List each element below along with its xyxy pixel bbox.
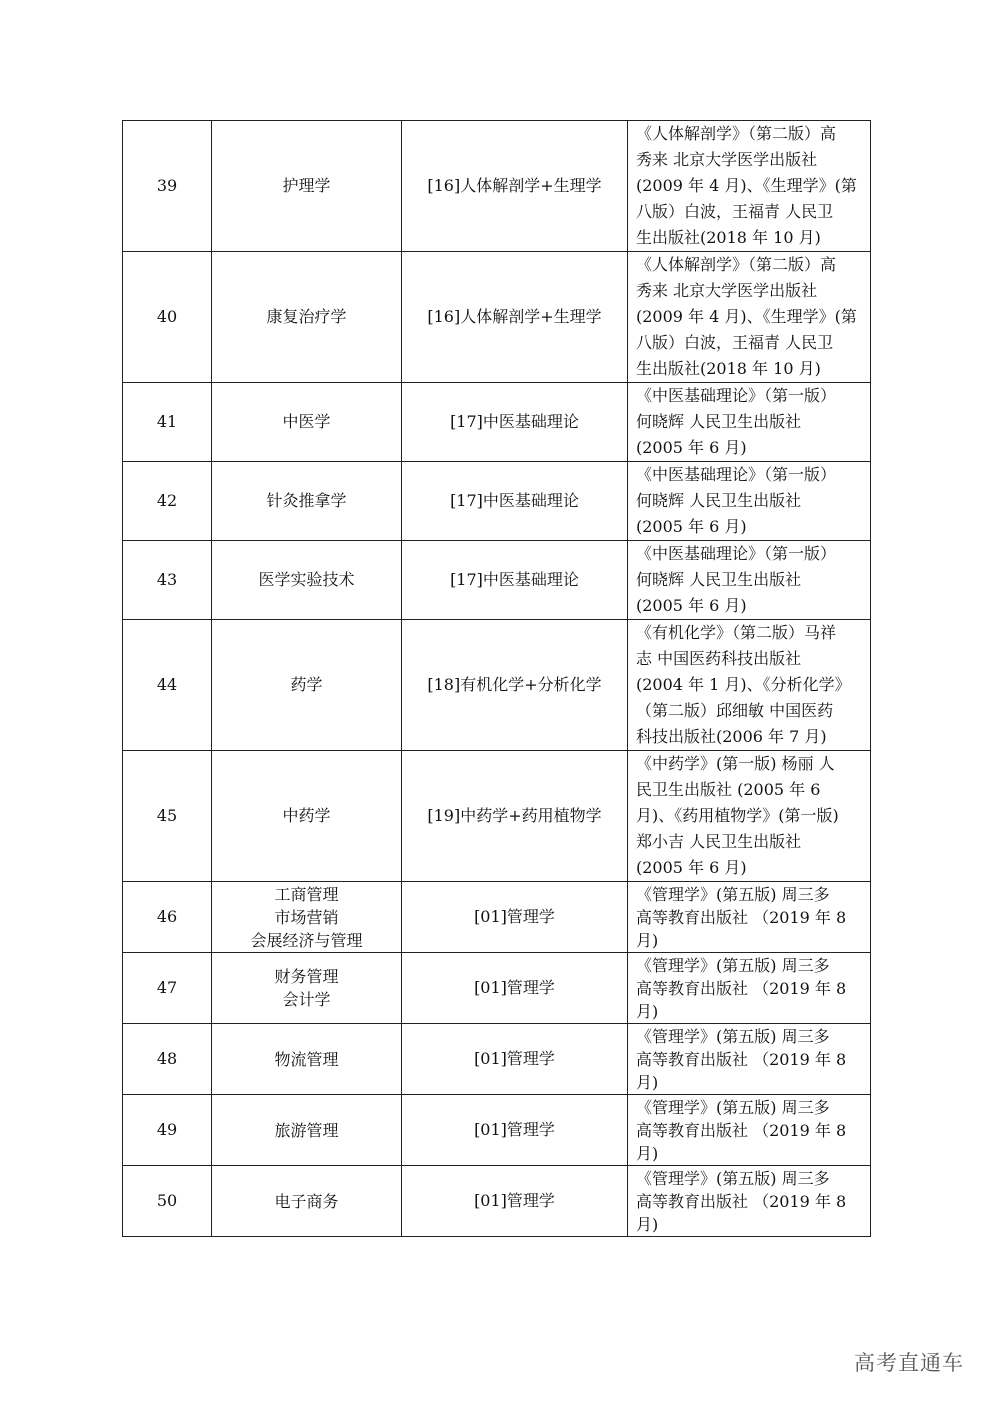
row-number: 45 (123, 751, 212, 882)
exam-subject: [01]管理学 (402, 882, 628, 953)
major-cell (212, 953, 402, 1024)
exam-subject: [01]管理学 (402, 1024, 628, 1095)
reference-book-line: 八版）白波，王福青 人民卫 (636, 333, 834, 352)
reference-book-line: 秀来 北京大学医学出版社 (636, 150, 818, 169)
row-number: 40 (123, 252, 212, 383)
reference-book-line: 月) (636, 1001, 659, 1021)
reference-book-line: 《中医基础理论》（第一版） (636, 544, 837, 563)
reference-books (628, 1095, 871, 1166)
major-cell (212, 882, 402, 953)
reference-book-line: (2005 年 6 月) (636, 438, 747, 457)
reference-book-line: (2004 年 1 月)、《分析化学》 (636, 675, 851, 694)
reference-books (628, 1024, 871, 1095)
reference-book-line: 《有机化学》（第二版）马祥 (636, 623, 837, 642)
row-number: 39 (123, 121, 212, 252)
exam-reference-table (122, 120, 871, 1237)
table-row (123, 252, 871, 383)
exam-subject: [18]有机化学+分析化学 (402, 620, 628, 751)
major-name: 护理学 (282, 176, 331, 195)
row-number: 43 (123, 541, 212, 620)
reference-book-line: 《管理学》(第五版) 周三多 (636, 1168, 830, 1188)
reference-book-line: 《管理学》(第五版) 周三多 (636, 1097, 830, 1117)
reference-book-line: 月) (636, 930, 659, 950)
reference-book-line: （第二版）邱细敏 中国医药 (636, 701, 834, 720)
major-name: 电子商务 (274, 1191, 339, 1211)
reference-book-line: 何晓辉 人民卫生出版社 (636, 570, 802, 589)
reference-book-line: 科技出版社(2006 年 7 月) (636, 727, 827, 746)
exam-subject: [01]管理学 (402, 1166, 628, 1237)
row-number: 50 (123, 1166, 212, 1237)
reference-book-line: (2005 年 6 月) (636, 517, 747, 536)
major-cell (212, 1024, 402, 1095)
reference-book-line: 高等教育出版社 （2019 年 8 (636, 1049, 847, 1069)
reference-books (628, 383, 871, 462)
major-name: 针灸推拿学 (266, 491, 347, 510)
row-number: 46 (123, 882, 212, 953)
major-name: 旅游管理 (274, 1120, 339, 1140)
reference-books (628, 882, 871, 953)
major-name: 财务管理 (274, 967, 339, 986)
row-number: 42 (123, 462, 212, 541)
major-name: 医学实验技术 (258, 570, 355, 589)
major-cell (212, 1095, 402, 1166)
major-name: 物流管理 (274, 1049, 339, 1069)
reference-book-line: 《管理学》(第五版) 周三多 (636, 1026, 830, 1046)
reference-book-line: 生出版社(2018 年 10 月) (636, 228, 821, 247)
table-row (123, 462, 871, 541)
reference-book-line: 《人体解剖学》（第二版）高 (636, 124, 837, 143)
major-name: 市场营销 (274, 907, 339, 927)
major-cell (212, 1166, 402, 1237)
major-cell (212, 462, 402, 541)
major-name: 会计学 (282, 990, 331, 1009)
reference-book-line: (2009 年 4 月)、《生理学》(第 (636, 176, 857, 195)
reference-books (628, 1166, 871, 1237)
table-row (123, 1166, 871, 1237)
reference-book-line: 《管理学》(第五版) 周三多 (636, 955, 830, 975)
reference-books (628, 252, 871, 383)
reference-book-line: 月) (636, 1072, 659, 1092)
exam-subject: [01]管理学 (402, 1095, 628, 1166)
table-row (123, 1024, 871, 1095)
reference-book-line: 月) (636, 1143, 659, 1163)
reference-book-line: 何晓辉 人民卫生出版社 (636, 412, 802, 431)
watermark-text: 高考直通车 (854, 1351, 964, 1375)
reference-books (628, 462, 871, 541)
reference-book-line: 高等教育出版社 （2019 年 8 (636, 1191, 847, 1211)
major-name: 中药学 (282, 806, 331, 825)
reference-books (628, 751, 871, 882)
reference-book-line: 《中医基础理论》（第一版） (636, 386, 837, 405)
table-row (123, 121, 871, 252)
row-number: 44 (123, 620, 212, 751)
table-row (123, 882, 871, 953)
major-name: 工商管理 (274, 884, 339, 904)
exam-subject: [17]中医基础理论 (402, 541, 628, 620)
exam-subject: [17]中医基础理论 (402, 383, 628, 462)
reference-book-line: (2005 年 6 月) (636, 858, 747, 877)
major-name: 中医学 (282, 412, 331, 431)
major-name: 药学 (290, 675, 323, 694)
reference-book-line: 郑小吉 人民卫生出版社 (636, 832, 802, 851)
row-number: 47 (123, 953, 212, 1024)
table-row (123, 541, 871, 620)
major-cell (212, 751, 402, 882)
exam-subject: [17]中医基础理论 (402, 462, 628, 541)
reference-book-line: 生出版社(2018 年 10 月) (636, 359, 821, 378)
reference-books (628, 121, 871, 252)
row-number: 48 (123, 1024, 212, 1095)
reference-books (628, 953, 871, 1024)
reference-book-line: (2005 年 6 月) (636, 596, 747, 615)
reference-books (628, 541, 871, 620)
reference-book-line: 月)、《药用植物学》(第一版) (636, 806, 839, 825)
table-row (123, 953, 871, 1024)
table-row (123, 751, 871, 882)
exam-subject: [01]管理学 (402, 953, 628, 1024)
major-name: 会展经济与管理 (250, 930, 363, 950)
reference-book-line: (2009 年 4 月)、《生理学》(第 (636, 307, 857, 326)
reference-book-line: 《中药学》(第一版) 杨丽 人 (636, 754, 835, 773)
table-body (123, 121, 871, 1237)
reference-book-line: 何晓辉 人民卫生出版社 (636, 491, 802, 510)
reference-book-line: 志 中国医药科技出版社 (636, 649, 802, 668)
reference-book-line: 月) (636, 1214, 659, 1234)
row-number: 49 (123, 1095, 212, 1166)
major-cell (212, 252, 402, 383)
table-row (123, 620, 871, 751)
reference-book-line: 秀来 北京大学医学出版社 (636, 281, 818, 300)
major-cell (212, 121, 402, 252)
major-cell (212, 541, 402, 620)
reference-book-line: 八版）白波，王福青 人民卫 (636, 202, 834, 221)
reference-book-line: 《管理学》(第五版) 周三多 (636, 884, 830, 904)
reference-book-line: 《人体解剖学》（第二版）高 (636, 255, 837, 274)
major-name: 康复治疗学 (266, 307, 347, 326)
reference-books (628, 620, 871, 751)
major-cell (212, 620, 402, 751)
major-cell (212, 383, 402, 462)
reference-book-line: 《中医基础理论》（第一版） (636, 465, 837, 484)
reference-book-line: 高等教育出版社 （2019 年 8 (636, 907, 847, 927)
reference-book-line: 高等教育出版社 （2019 年 8 (636, 1120, 847, 1140)
exam-subject: [16]人体解剖学+生理学 (402, 121, 628, 252)
reference-book-line: 民卫生出版社 (2005 年 6 (636, 780, 821, 799)
exam-subject: [16]人体解剖学+生理学 (402, 252, 628, 383)
table-row (123, 1095, 871, 1166)
exam-subject: [19]中药学+药用植物学 (402, 751, 628, 882)
table-row (123, 383, 871, 462)
reference-book-line: 高等教育出版社 （2019 年 8 (636, 978, 847, 998)
row-number: 41 (123, 383, 212, 462)
